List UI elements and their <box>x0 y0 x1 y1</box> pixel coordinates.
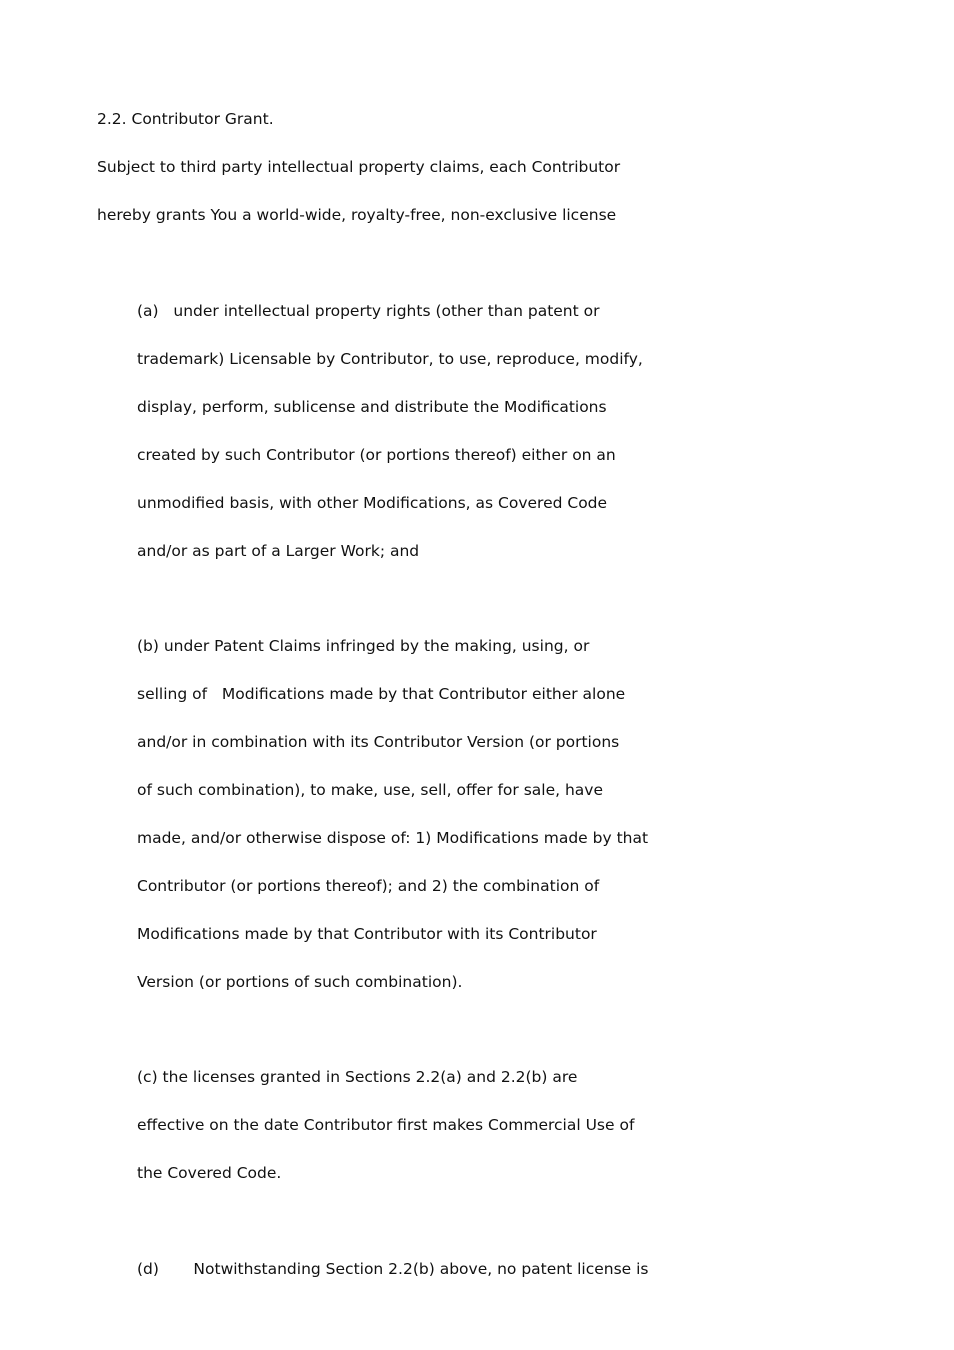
clause-b-line: Modifications made by that Contributor with its Contributor <box>137 925 597 943</box>
clause-b-line: (b) under Patent Claims infringed by the making, using, or <box>137 637 590 655</box>
clause-a-line: trademark) Licensable by Contributor, to use, reproduce, modify, <box>137 350 643 368</box>
clause-b-line: made, and/or otherwise dispose of: 1) Modifications made by that <box>137 829 649 847</box>
clause-a-line: (a) under intellectual property rights (other than patent or <box>137 302 600 320</box>
clause-c-line: (c) the licenses granted in Sections 2.2(a) and 2.2(b) are <box>137 1068 578 1086</box>
clause-d-line: (d) Notwithstanding Section 2.2(b) above, no patent license is <box>137 1260 649 1278</box>
clause-b-line: of such combination), to make, use, sell, offer for sale, have <box>137 781 604 799</box>
section-heading: 2.2. Contributor Grant. <box>97 110 274 128</box>
clause-c-line: effective on the date Contributor first makes Commercial Use of <box>137 1116 635 1134</box>
intro-line: hereby grants You a world-wide, royalty-free, non-exclusive license <box>97 206 617 224</box>
clause-a-line: display, perform, sublicense and distribute the Modifications <box>137 398 607 416</box>
clause-b-line: and/or in combination with its Contributor Version (or portions <box>137 733 620 751</box>
clause-a-line: created by such Contributor (or portions thereof) either on an <box>137 446 616 464</box>
clause-c-line: the Covered Code. <box>137 1164 282 1182</box>
intro-line: Subject to third party intellectual property claims, each Contributor <box>97 158 621 176</box>
clause-a-line: and/or as part of a Larger Work; and <box>137 542 420 560</box>
clause-b-line: Version (or portions of such combination). <box>137 973 463 991</box>
clause-b-line: Contributor (or portions thereof); and 2) the combination of <box>137 877 600 895</box>
clause-b-line: selling of Modifications made by that Contributor either alone <box>137 685 626 703</box>
clause-a-line: unmodified basis, with other Modifications, as Covered Code <box>137 494 608 512</box>
